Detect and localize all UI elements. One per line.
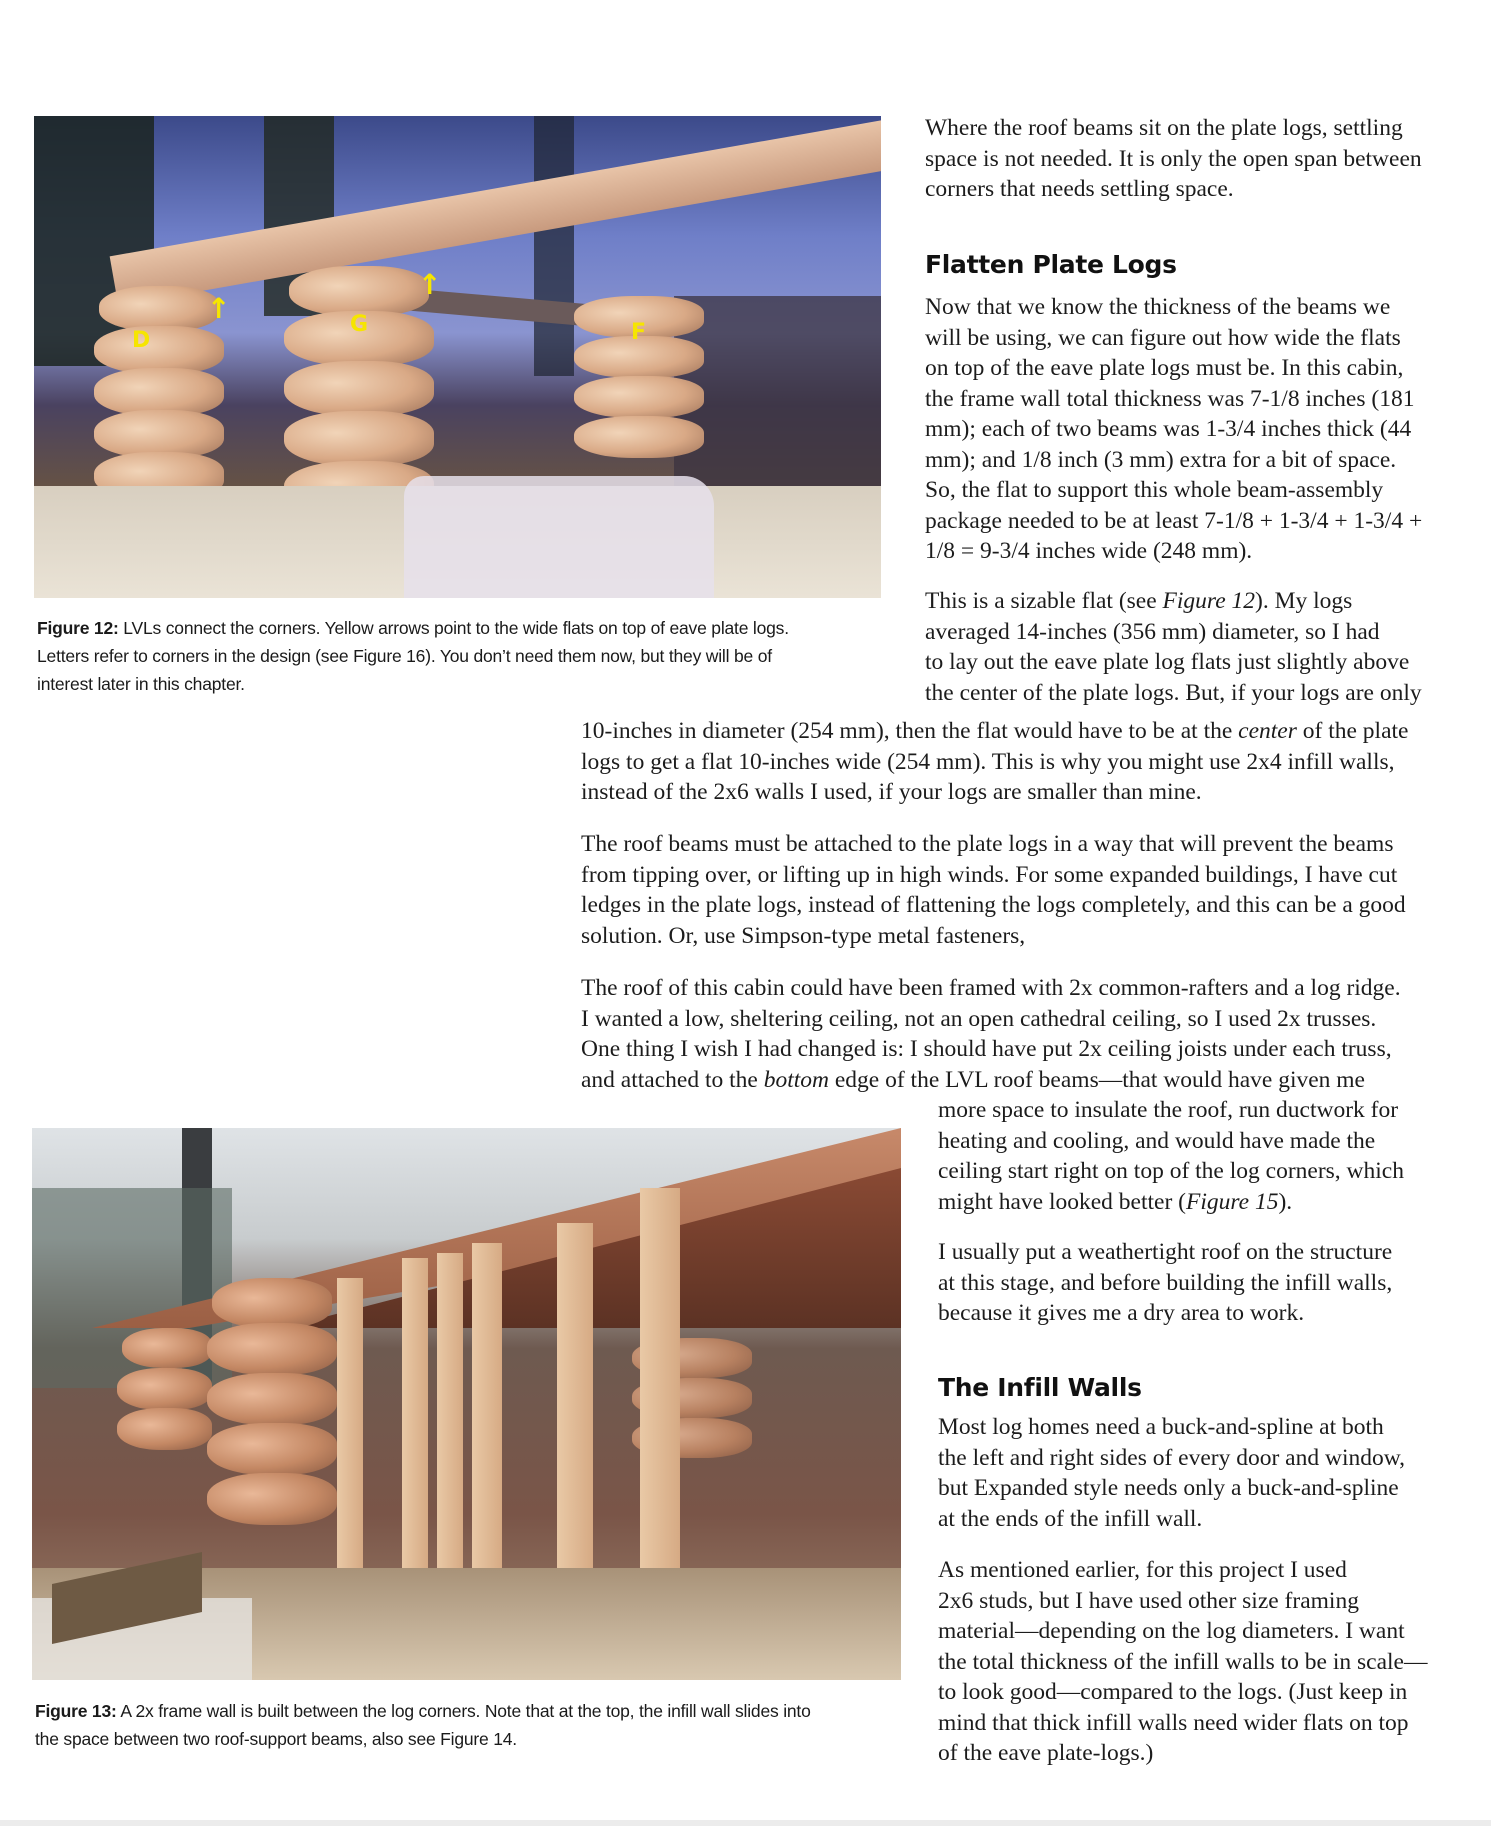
figure-reference: Figure 15 (1185, 1188, 1279, 1215)
text-line: solution. Or, use Simpson-type metal fasteners, (581, 922, 1026, 949)
text-line: mm); each of two beams was 1-3/4 inches thick (44 (925, 416, 1412, 442)
caption-line: the space between two roof-support beams, also see Figure 14. (35, 1729, 517, 1749)
forest-hillside (674, 296, 881, 486)
yellow-arrow-icon: ↑ (418, 268, 442, 301)
wall-stud (437, 1253, 463, 1573)
log (94, 410, 224, 458)
log (207, 1473, 337, 1525)
text-run: This is a sizable flat (see (925, 588, 1163, 614)
log (284, 361, 434, 416)
text-run: edge of the LVL roof beams—that would have given me (828, 1066, 1365, 1093)
log (574, 416, 704, 458)
text-line: the center of the plate logs. But, if your logs are only (925, 679, 1422, 706)
paragraph-roof-framing-continued (938, 1095, 1483, 1217)
wall-stud (337, 1278, 363, 1598)
text-line: Most log homes need a buck-and-spline at both (938, 1414, 1384, 1440)
text-line: to look good—compared to the logs. (Just keep in (938, 1679, 1408, 1705)
text-run: and attached to the (581, 1066, 764, 1093)
paragraph-weathertight (938, 1237, 1483, 1329)
text-line: The roof beams must be attached to the plate logs in a way that will prevent the beams (581, 831, 1394, 857)
log (289, 266, 429, 316)
text-line: but Expanded style needs only a buck-and-spline (938, 1475, 1399, 1501)
log (574, 376, 704, 418)
text-line: instead of the 2x6 walls I used, if your logs are smaller than mine. (581, 779, 1202, 805)
text-line: heating and cooling, and would have made the (938, 1127, 1376, 1154)
text-line: mind that thick infill walls need wider flats on top (938, 1709, 1409, 1736)
text-line: 1/8 = 9-3/4 inches wide (248 mm). (925, 538, 1253, 564)
figure-label: Figure 12: (37, 618, 119, 638)
log (117, 1408, 212, 1450)
text-line: the total thickness of the infill walls to be in scale— (938, 1648, 1428, 1675)
figure-reference: Figure 12 (1162, 588, 1255, 614)
text-line: the frame wall total thickness was 7-1/8 inches (181 (925, 385, 1415, 412)
tree-silhouette (534, 116, 574, 376)
corner-letter-d: D (132, 328, 151, 353)
text-line: package needed to be at least 7-1/8 + 1-3/4 + 1-3/4 + (925, 507, 1423, 534)
paragraph-sizable-flat (925, 586, 1485, 708)
text-line: The roof of this cabin could have been framed with 2x common-rafters and a log ridge. (581, 975, 1401, 1001)
text-line: 2x6 studs, but I have used other size framing (938, 1587, 1359, 1614)
figure-13-caption (35, 1697, 915, 1753)
text-line: the left and right sides of every door and window, (938, 1444, 1406, 1471)
wall-stud (640, 1188, 680, 1588)
paragraph-buck-and-spline (938, 1412, 1483, 1534)
text-run: might have looked better ( (938, 1188, 1186, 1215)
caption-line: interest later in this chapter. (37, 674, 245, 694)
wall-stud (402, 1258, 428, 1578)
wall-stud (472, 1243, 502, 1573)
emphasis: bottom (763, 1066, 829, 1093)
log (207, 1423, 337, 1475)
log (94, 326, 224, 374)
corner-letter-g: G (350, 312, 369, 337)
text-line: material—depending on the log diameters. I want (938, 1618, 1405, 1644)
caption-line (35, 1697, 915, 1725)
figure-label: Figure 13: (35, 1701, 117, 1721)
text-run: ). My logs (1255, 588, 1353, 614)
figure-13-photo (32, 1128, 901, 1680)
paragraph-attach-beams (581, 829, 1481, 951)
text-run: ). (1278, 1188, 1293, 1215)
section-heading-flatten-plate-logs: Flatten Plate Logs (925, 250, 1177, 279)
text-line (925, 586, 1485, 617)
log (207, 1323, 337, 1375)
text-line: One thing I wish I had changed is: I should have put 2x ceiling joists under each truss, (581, 1036, 1392, 1062)
paragraph-sizable-flat-continued (581, 716, 1481, 808)
text-line (581, 716, 1481, 747)
log (207, 1373, 337, 1425)
log (284, 411, 434, 466)
text-line (938, 1187, 1483, 1218)
text-line: will be using, we can figure out how wide the flats (925, 324, 1401, 351)
text-run: 10-inches in diameter (254 mm), then the flat would have to be at the (581, 718, 1239, 744)
log (212, 1278, 332, 1328)
text-line: Where the roof beams sit on the plate logs, settling (925, 115, 1403, 141)
text-line: ceiling start right on top of the log corners, which (938, 1158, 1404, 1184)
log (94, 368, 224, 416)
lvl-beam (110, 119, 881, 305)
text-line: because it gives me a dry area to work. (938, 1300, 1305, 1326)
log (122, 1328, 212, 1368)
yellow-arrow-icon: ↑ (207, 292, 231, 325)
text-line: I wanted a low, sheltering ceiling, not an open cathedral ceiling, so I used 2x trusses. (581, 1005, 1377, 1032)
page-bottom-edge (0, 1820, 1491, 1826)
text-line: logs to get a flat 10-inches wide (254 mm). This is why you might use 2x4 infill walls, (581, 748, 1395, 775)
plastic-tarp (404, 476, 714, 598)
caption-text: LVLs connect the corners. Yellow arrows point to the wide flats on top of eave plate logs. (118, 618, 789, 638)
caption-line (37, 614, 897, 642)
corner-letter-f: F (631, 320, 647, 345)
wall-stud (557, 1223, 593, 1573)
text-line: I usually put a weathertight roof on the structure (938, 1239, 1393, 1265)
emphasis: center (1238, 718, 1297, 744)
text-line: from tipping over, or lifting up in high winds. For some expanded buildings, I have cut (581, 861, 1398, 888)
text-line: averaged 14-inches (356 mm) diameter, so I had (925, 618, 1380, 645)
figure-12-photo (34, 116, 881, 598)
paragraph-studs (938, 1555, 1483, 1769)
text-line: mm); and 1/8 inch (3 mm) extra for a bit of space. (925, 446, 1397, 473)
log (117, 1368, 212, 1410)
text-line: ledges in the plate logs, instead of flattening the logs completely, and this can be a good (581, 892, 1406, 918)
text-line: to lay out the eave plate log flats just slightly above (925, 649, 1410, 675)
text-line: at the ends of the infill wall. (938, 1505, 1203, 1532)
text-line: So, the flat to support this whole beam-assembly (925, 477, 1384, 503)
caption-line: Letters refer to corners in the design (see Figure 16). You don’t need them now, but they will be of (37, 646, 772, 666)
text-line (581, 1065, 1481, 1096)
caption-text: A 2x frame wall is built between the log corners. Note that at the top, the infill wall slides into (116, 1701, 811, 1721)
paragraph-thickness (925, 292, 1485, 567)
text-line: corners that needs settling space. (925, 176, 1234, 202)
text-line: more space to insulate the roof, run ductwork for (938, 1097, 1399, 1123)
text-line: As mentioned earlier, for this project I used (938, 1557, 1347, 1583)
log (99, 286, 219, 331)
section-heading-infill-walls: The Infill Walls (938, 1373, 1142, 1402)
figure-12-caption (37, 614, 897, 698)
text-line: Now that we know the thickness of the beams we (925, 294, 1391, 320)
paragraph-roof-framing (581, 973, 1481, 1095)
text-line: at this stage, and before building the infill walls, (938, 1269, 1393, 1296)
text-line: of the eave plate-logs.) (938, 1740, 1154, 1766)
text-line: on top of the eave plate logs must be. In this cabin, (925, 355, 1404, 381)
text-run: of the plate (1296, 718, 1409, 744)
text-line: space is not needed. It is only the open span between (925, 145, 1422, 172)
paragraph-settling (925, 113, 1485, 205)
